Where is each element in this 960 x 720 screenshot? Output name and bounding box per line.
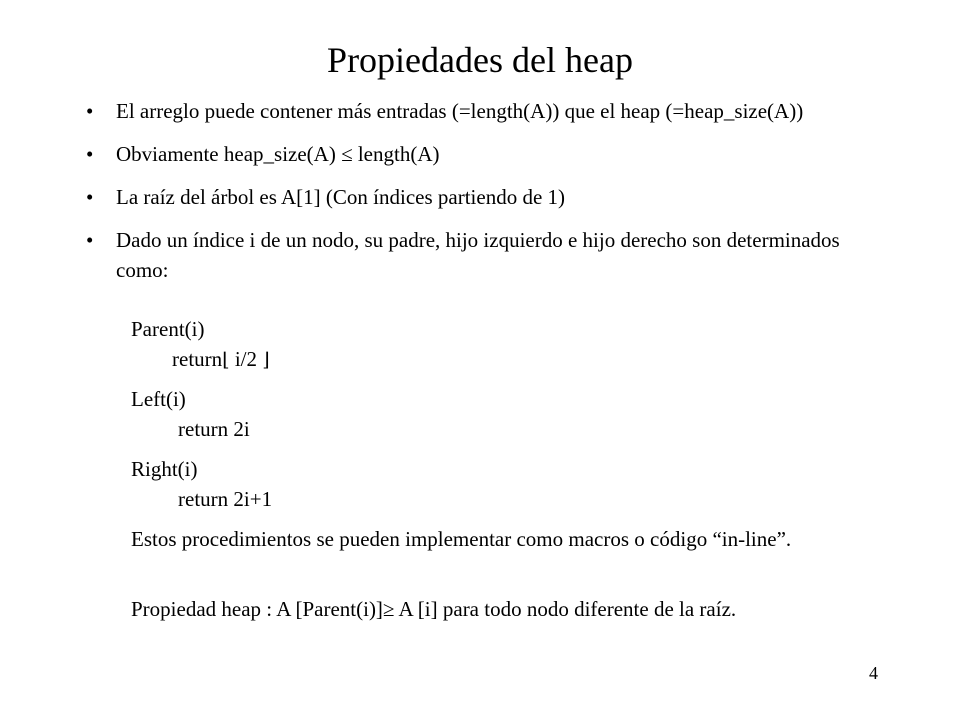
parent-return-keyword: return	[172, 347, 223, 371]
bullet-item	[86, 139, 876, 169]
bullet-list	[86, 96, 876, 298]
bullet-item	[86, 96, 876, 126]
bullet-text: Obviamente heap_size(A) ≤ length(A)	[116, 142, 440, 166]
bullet-text: La raíz del árbol es A[1] (Con índices partiendo de 1)	[116, 185, 566, 209]
heap-property: Propiedad heap : A [Parent(i)]≥ A [i] para todo nodo diferente de la raíz.	[131, 597, 737, 621]
page-number: 4	[869, 663, 878, 683]
parent-function-name: Parent(i)	[131, 317, 205, 341]
bullet-text: El arreglo puede contener más entradas (=length(A)) que el heap (=heap_size(A))	[116, 99, 804, 123]
bullet-icon: •	[86, 228, 94, 252]
bullet-item	[86, 225, 876, 285]
macro-note: Estos procedimientos se pueden implementar como macros o código “in-line”.	[131, 527, 792, 551]
slide-title: Propiedades del heap	[327, 40, 633, 80]
bullet-text: Dado un índice i de un nodo, su padre, hijo izquierdo e hijo derecho son determinados como:	[116, 228, 840, 282]
bullet-icon: •	[86, 185, 94, 209]
left-function-name: Left(i)	[131, 387, 186, 411]
right-function-return: return 2i+1	[178, 487, 273, 511]
parent-return-expression: i/2	[229, 347, 263, 371]
floor-left-icon: ⌊	[222, 349, 230, 371]
parent-function-return	[172, 344, 270, 375]
right-function-name: Right(i)	[131, 457, 198, 481]
bullet-item	[86, 182, 876, 212]
floor-right-icon: ⌋	[262, 349, 270, 371]
bullet-icon: •	[86, 99, 94, 123]
left-function-return: return 2i	[178, 417, 250, 441]
bullet-icon: •	[86, 142, 94, 166]
